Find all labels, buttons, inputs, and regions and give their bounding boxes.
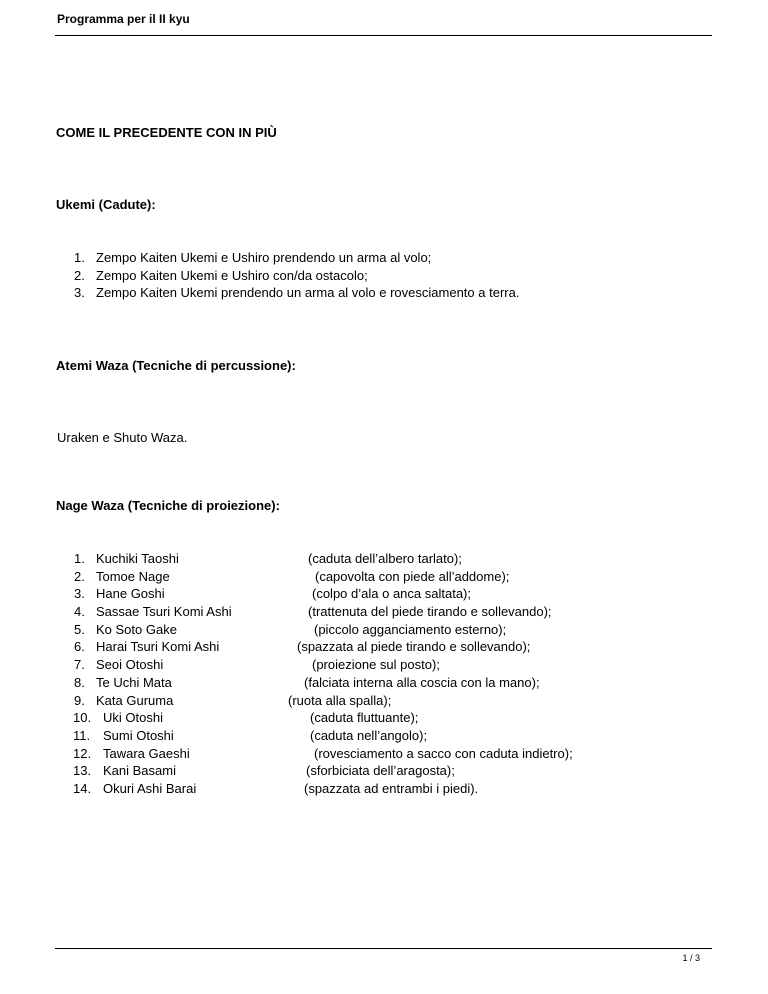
list-item-number: 1. xyxy=(74,551,85,566)
list-item-text: Zempo Kaiten Ukemi prendendo un arma al volo e rovesciamento a terra. xyxy=(96,285,520,301)
atemi-heading: Atemi Waza (Tecniche di percussione): xyxy=(56,358,296,373)
technique-description: (spazzata al piede tirando e sollevando); xyxy=(297,639,531,655)
page-number: 1 / 3 xyxy=(682,953,700,963)
nage-list-item xyxy=(56,762,696,780)
list-item-number: 3. xyxy=(74,586,85,602)
list-item-number: 5. xyxy=(74,621,85,637)
list-item-number: 12. xyxy=(73,745,92,761)
list-item-text: Zempo Kaiten Ukemi e Ushiro prendendo un arma al volo; xyxy=(96,250,432,265)
technique-description: (trattenuta del piede tirando e sollevando); xyxy=(308,604,552,620)
list-item-number: 2. xyxy=(74,568,85,584)
technique-name: Tawara Gaeshi xyxy=(103,745,190,761)
header-divider xyxy=(55,35,712,36)
ukemi-heading: Ukemi (Cadute): xyxy=(56,197,156,212)
nage-list-item xyxy=(56,621,696,639)
technique-name: Sumi Otoshi xyxy=(103,727,174,743)
nage-list-item xyxy=(56,638,696,656)
technique-description: (ruota alla spalla); xyxy=(288,692,392,708)
technique-name: Uki Otoshi xyxy=(103,710,163,726)
nage-heading: Nage Waza (Tecniche di proiezione): xyxy=(56,498,280,513)
technique-name: Kuchiki Taoshi xyxy=(96,551,179,566)
nage-list-item xyxy=(56,745,696,763)
technique-name: Sassae Tsuri Komi Ashi xyxy=(96,604,232,620)
technique-description: (spazzata ad entrambi i piedi). xyxy=(304,780,479,796)
technique-name: Te Uchi Mata xyxy=(96,674,172,690)
technique-name: Hane Goshi xyxy=(96,586,165,602)
nage-list-item xyxy=(56,692,696,710)
nage-list-item xyxy=(56,550,696,568)
list-item-number: 6. xyxy=(74,639,85,655)
list-item-number: 13. xyxy=(73,763,92,779)
list-item-number: 8. xyxy=(74,674,85,690)
document-title: Programma per il II kyu xyxy=(57,12,190,26)
nage-list-item xyxy=(56,674,696,692)
nage-list-item xyxy=(56,656,696,674)
list-item-text: Zempo Kaiten Ukemi e Ushiro con/da ostacolo; xyxy=(96,267,368,283)
list-item-number: 11. xyxy=(73,727,91,743)
technique-name: Seoi Otoshi xyxy=(96,657,164,673)
nage-list-item xyxy=(56,568,696,586)
nage-list xyxy=(56,550,696,798)
nage-list-item xyxy=(56,780,696,798)
technique-name: Kani Basami xyxy=(103,763,176,779)
footer-divider xyxy=(55,948,712,949)
list-item-number: 2. xyxy=(74,267,85,283)
technique-name: Okuri Ashi Barai xyxy=(103,780,197,796)
list-item-number: 10. xyxy=(73,710,92,726)
list-item-number: 7. xyxy=(74,657,85,673)
list-item-number: 14. xyxy=(73,780,92,796)
technique-description: (rovesciamento a sacco con caduta indietro); xyxy=(314,745,573,761)
nage-list-item xyxy=(56,603,696,621)
technique-description: (falciata interna alla coscia con la mano); xyxy=(304,674,540,690)
technique-name: Harai Tsuri Komi Ashi xyxy=(96,639,220,655)
technique-description: (piccolo agganciamento esterno); xyxy=(314,621,507,637)
atemi-text: Uraken e Shuto Waza. xyxy=(57,430,188,445)
nage-list-item xyxy=(56,709,696,727)
intro-heading: COME IL PRECEDENTE CON IN PIÙ xyxy=(56,125,277,140)
technique-name: Ko Soto Gake xyxy=(96,621,177,637)
list-item-number: 9. xyxy=(74,692,85,708)
technique-description: (sforbiciata dell’aragosta); xyxy=(306,763,455,779)
technique-name: Kata Guruma xyxy=(96,692,174,708)
technique-description: (caduta fluttuante); xyxy=(310,710,419,726)
list-item-number: 1. xyxy=(74,250,85,265)
nage-list-item xyxy=(56,727,696,745)
list-item-number: 3. xyxy=(74,285,85,301)
technique-description: (caduta dell’albero tarlato); xyxy=(308,551,462,566)
technique-description: (proiezione sul posto); xyxy=(312,657,440,673)
nage-list-item xyxy=(56,585,696,603)
technique-description: (colpo d’ala o anca saltata); xyxy=(312,586,471,602)
technique-name: Tomoe Nage xyxy=(96,568,170,584)
technique-description: (caduta nell’angolo); xyxy=(310,727,428,743)
list-item-number: 4. xyxy=(74,604,85,620)
technique-description: (capovolta con piede all’addome); xyxy=(315,568,510,584)
